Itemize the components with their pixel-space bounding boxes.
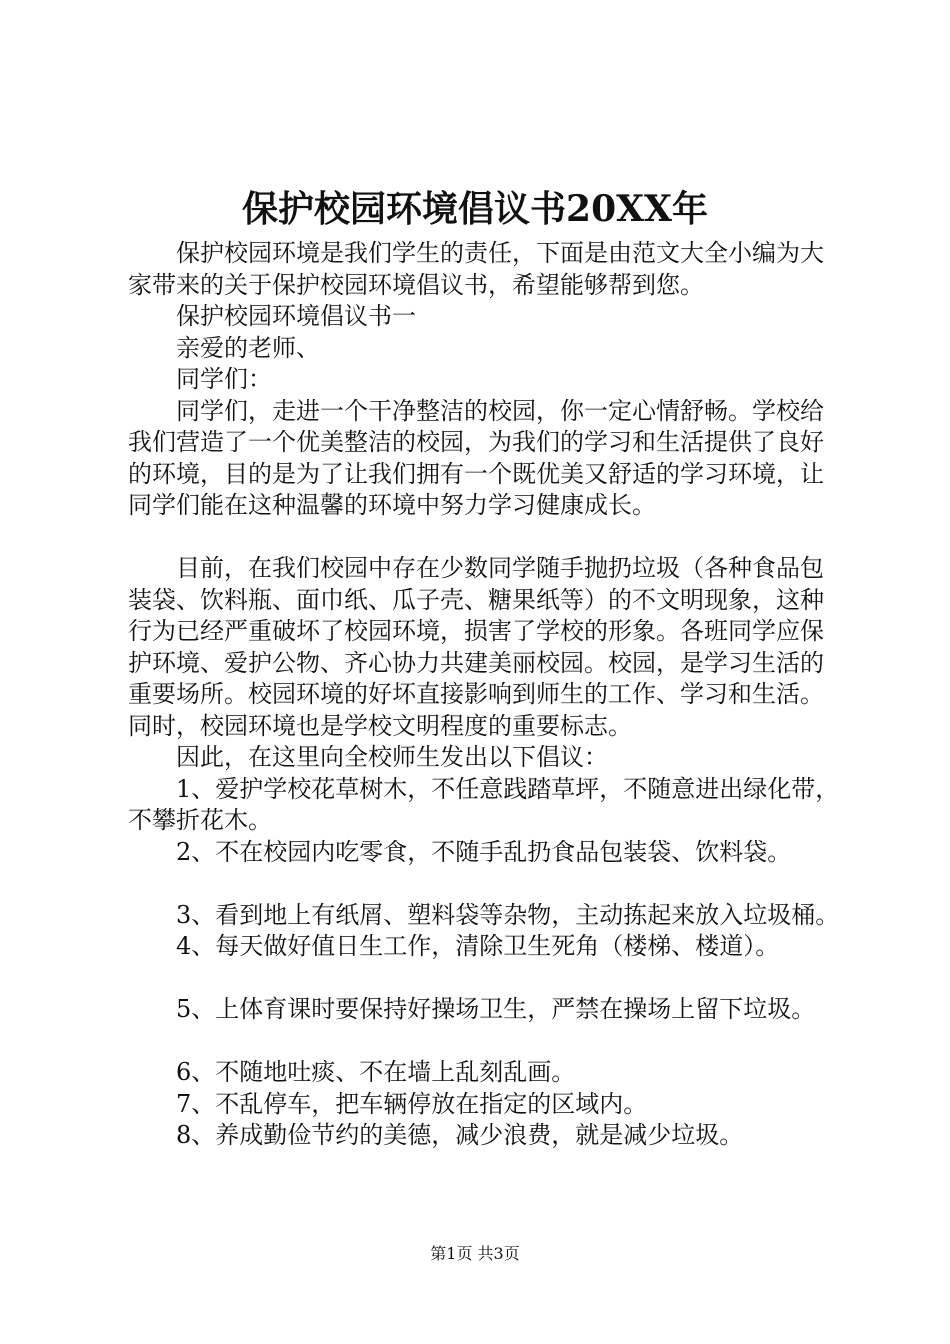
proposal-item: 8、养成勤俭节约的美德，减少浪费，就是减少垃圾。: [176, 1121, 744, 1149]
proposal-item: 5、上体育课时要保持好操场卫生，严禁在操场上留下垃圾。: [176, 995, 816, 1023]
intro-paragraph: 保护校园环境是我们学生的责任，下面是由范文大全小编为大家带来的关于保护校园环境倡议书，希望能够帮到您。: [128, 239, 824, 299]
salutation-line-2: 同学们：: [176, 365, 272, 393]
proposal-item: 4、每天做好值日生工作，清除卫生死角（楼梯、楼道）。: [176, 932, 780, 960]
proposal-item: 6、不随地吐痰、不在墙上乱刻乱画。: [176, 1058, 576, 1086]
body-paragraph: 目前，在我们校园中存在少数同学随手抛扔垃圾（各种食品包装袋、饮料瓶、面巾纸、瓜子壳、糖果纸等）的不文明现象，这种行为已经严重破坏了校园环境，损害了学校的形象。各班同学应保护环境、爱护公物、齐心协力共建美丽校园。校园，是学习生活的重要场所。校园环境的好坏直接影响到师生的工作、学习和生活。同时，校园环境也是学校文明程度的重要标志。: [128, 554, 824, 740]
proposal-item: 3、看到地上有纸屑、塑料袋等杂物，主动拣起来放入垃圾桶。: [176, 900, 840, 929]
section-heading: 保护校园环境倡议书一: [176, 302, 416, 330]
proposal-intro: 因此，在这里向全校师生发出以下倡议：: [176, 743, 608, 771]
document-title: 保护校园环境倡议书20XX年: [242, 188, 708, 230]
body-paragraph: 同学们，走进一个干净整洁的校园，你一定心情舒畅。学校给我们营造了一个优美整洁的校园，为我们的学习和生活提供了良好的环境，目的是为了让我们拥有一个既优美又舒适的学习环境，让同学们能在这种温馨的环境中努力学习健康成长。: [128, 396, 824, 519]
proposal-item: 1、爱护学校花草树木，不任意践踏草坪，不随意进出绿化带，不攀折花木。: [128, 774, 840, 834]
page-number: 第1页 共3页: [430, 1244, 520, 1263]
proposal-item: 2、不在校园内吃零食，不随手乱扔食品包装袋、饮料袋。: [176, 837, 792, 866]
salutation-line-1: 亲爱的老师、: [176, 333, 320, 362]
document-body: [128, 238, 840, 1152]
proposal-item: 7、不乱停车，把车辆停放在指定的区域内。: [176, 1089, 648, 1118]
